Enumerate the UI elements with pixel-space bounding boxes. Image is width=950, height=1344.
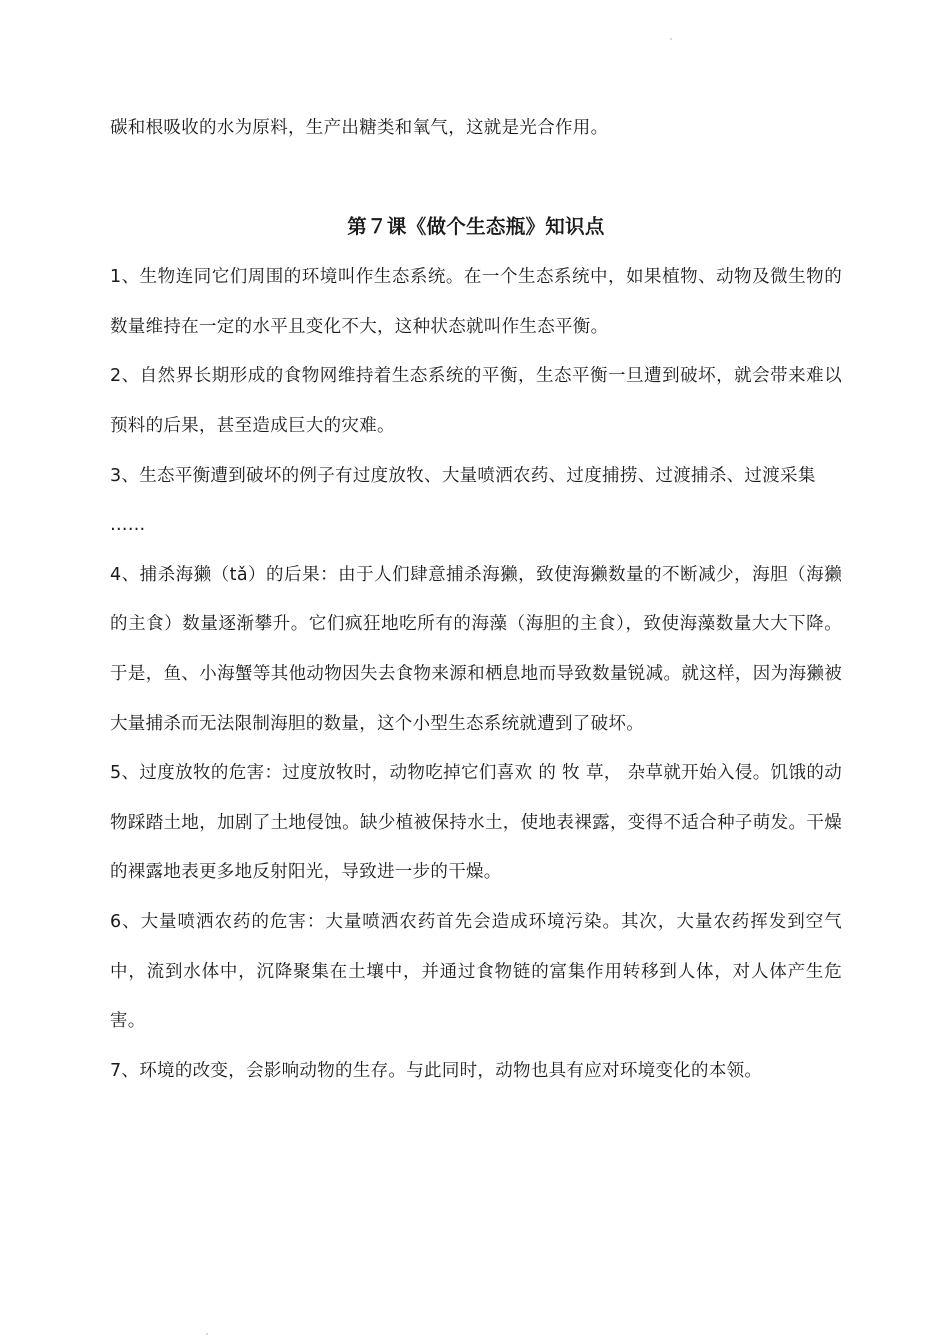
document-body: [110, 104, 842, 1096]
intro-line: 碳和根吸收的水为原料，生产出糖类和氧气，这就是光合作用。: [110, 118, 609, 138]
paragraph-1: 1、生物连同它们周围的环境叫作生态系统。在一个生态系统中，如果植物、动物及微生物的数量维持在一定的水平且变化不大，这种状态就叫作生态平衡。: [110, 267, 842, 337]
paragraph-6: 6、大量喷洒农药的危害：大量喷洒农药首先会造成环境污染。其次，大量农药挥发到空气中，流到水体中，沉降聚集在土壤中，并通过食物链的富集作用转移到人体，对人体产生危害。: [110, 911, 842, 1032]
lesson-title: 第７课《做个生态瓶》知识点: [347, 214, 605, 238]
paragraph-7: 7、环境的改变，会影响动物的生存。与此同时，动物也具有应对环境变化的本领。: [110, 1060, 763, 1081]
scan-speck: [670, 38, 672, 40]
paragraph-3: 3、生态平衡遭到破坏的例子有过度放牧、大量喷洒农药、过度捕捞、过渡捕杀、过渡采集: [110, 465, 816, 486]
scan-speck: [206, 1333, 208, 1335]
paragraph-2: 2、自然界长期形成的食物网维持着生态系统的平衡，生态平衡一旦遭到破坏，就会带来难以预料的后果，甚至造成巨大的灾难。: [110, 366, 842, 436]
paragraph-4: 4、捕杀海獭（tǎ）的后果：由于人们肆意捕杀海獭，致使海獭数量的不断减少，海胆（海獭的主食）数量逐渐攀升。它们疯狂地吃所有的海藻（海胆的主食），致使海藻数量大大下降。于是，鱼、小海蟹等其他动物因失去食物来源和栖息地而导致数量锐减。就这样，因为海獭被大量捕杀而无法限制海胆的数量，这个小型生态系统就遭到了破坏。: [110, 564, 842, 734]
paragraph-5: 5、过度放牧的危害：过度放牧时，动物吃掉它们喜欢 的 牧 草， 杂草就开始入侵。饥饿的动物踩踏土地，加剧了土地侵蚀。缺少植被保持水土，使地表裸露，变得不适合种子萌发。干燥的裸露地表更多地反射阳光，导致进一步的干燥。: [110, 763, 842, 883]
paragraph-ellipsis: ……: [110, 515, 146, 536]
